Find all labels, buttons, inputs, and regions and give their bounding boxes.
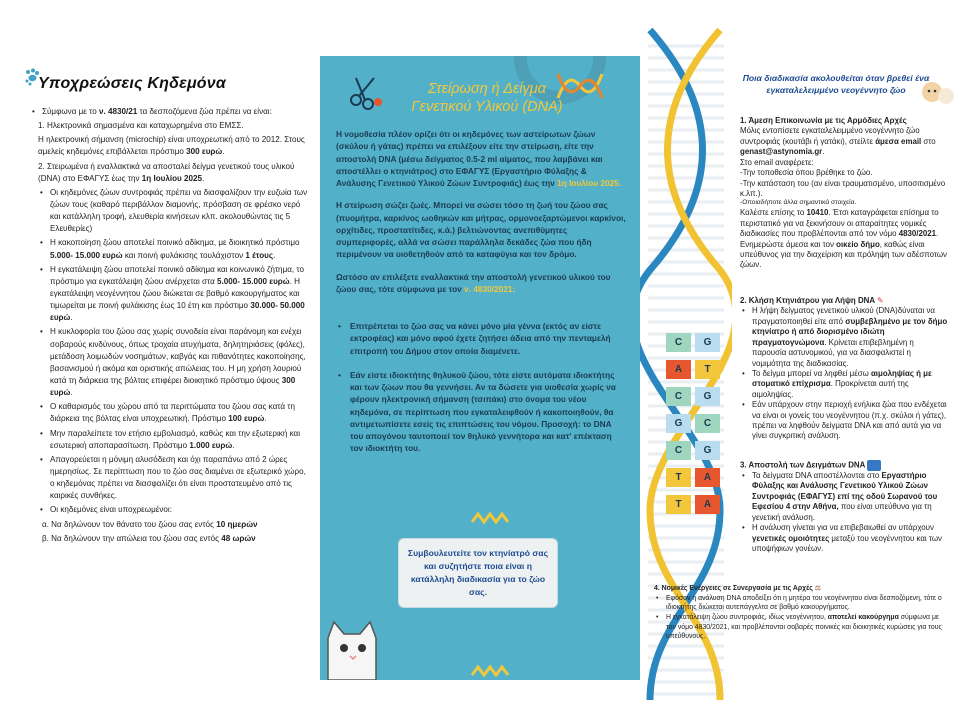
list-item: • Η κυκλοφορία του ζώου σας χωρίς συνοδεία είναι παράνομη και ενέχει σοβαρούς κινδύνους, όπως τροχαία ατυχήματα, δηλητηριάσεις (φόλες), μετάδοση λοιμωδών νοσημάτων, καβγάς και πιθανότητες κακοποίησης, βασανισμού ή ακόμα και οριστικής απώλειας του. Η μη χρήση λουριού κατά τη διάρκεια της βόλτας επιφέρει διοικητικό πρόστιμο ύψους 300 ευρώ. (40, 327, 306, 398)
procedure-title: Ποια διαδικασία ακολουθείται όταν βρεθεί ένα εγκαταλελειμμένο νεογέννητο ζώο (742, 73, 930, 96)
list-item: • Ο καθαρισμός του χώρου από τα περιττώματα του ζώου σας κατά τη διάρκεια της βόλτας είναι υποχρεωτική. Πρόστιμο 100 ευρώ. (40, 402, 295, 424)
list-item: • Η εγκατάλειψη ζώου συντροφιάς, ιδίως νεογέννητου, αποτελεί κακούργημα σύμφωνα με τον νόμο 4830/2021, και προβλέπονται σοβαρές ποινικές και διοικητικές κυρώσεις για τους υπεύθυνους. (656, 613, 942, 641)
sterilization-panel (320, 56, 640, 680)
list-item: • Οι κηδεμόνες ζώων συντροφιάς πρέπει να διασφαλίζουν την ευζωία των ζώων τους (καθαρό περιβάλλον διαμονής, πρόσβαση σε φρέσκο νερό και κατάλληλη τροφή, ελευθερία κινήσεων κλπ. ακολουθώντας τις 5 Ελευθερίες) (40, 187, 308, 234)
syringe-icon: ✎ (876, 296, 884, 305)
zigzag-icon (470, 664, 510, 678)
base-letter: G (695, 441, 720, 460)
base-letter: T (666, 468, 691, 487)
consult-vet-box: Συμβουλευτείτε τον κτηνίατρό σας και συζητήστε ποια είναι η κατάλληλη διαδικασία για το ζώο σας. (398, 538, 558, 608)
base-letter: C (666, 441, 691, 460)
abandoned-newborn-column (640, 60, 960, 660)
list-item: • Εφόσον η ανάλυση DNA αποδείξει ότι η μητέρα του νεογέννητου είναι δεσποζόμενη, τότε ο ιδιοκτήτης διώκεται αυτεπάγγελτα σε βαθμό κακουργήματος. (656, 594, 942, 612)
base-letter: T (666, 495, 691, 514)
section-vet: 2. Κλήση Κτηνιάτρου για Λήψη DNA ✎ • Η λήψη δείγματος γενετικού υλικού (DNA)δύναται να πραγματοποιηθεί είτε από συμβεβλημένο με τον δήμο κτηνίατρο ή από διορισμένο ιδιώτη πραγματογνώμονα. Κρίνεται επιβεβλημένη η παρουσία αστυνομικού, για να διασφαλιστεί η νομιμότητα της διαδικασίας. • Το δείγμα μπορεί να ληφθεί μέσω αιμοληψίας ή με στοματικό επίχρισμα. Προκρίνεται αυτή της αιμοληψίας. • Εάν υπάρχουν στην περιοχή ενήλικα ζώα που ενδέχεται να είναι οι γονείς του νεογέννητου (π.χ. σκύλοι ή γάτες), πρέπει να ληφθούν δείγματα DNA και από αυτά για να γίνει συγκριτική ανάλυση. (740, 296, 950, 442)
gavel-icon: ⚖ (814, 585, 821, 592)
list-item: • Σύμφωνα με το ν. 4830/21 τα δεσποζόμενα ζώα πρέπει να είναι: (32, 107, 272, 116)
list-item: • Επιτρέπεται το ζώο σας να κάνει μόνο μία γέννα (εκτός αν είστε εκτροφέας) και μόνο αφού έχετε ζητήσει άδεια από την πενταμελή επιτροπή του Δήμου στον οποία διαμένετε. (338, 321, 611, 356)
list-item: • Η ανάλυση γίνεται για να επιβεβαιωθεί αν υπάρχουν γενετικές ομοιότητες μεταξύ του νεογέννητου και των υποψήφιων γονέων. (742, 523, 942, 553)
list-item: • Εάν είστε ιδιοκτήτης θηλυκού ζώου, τότε είστε αυτόματα ιδιοκτήτης και των ζώων που θα γεννήσει. Αν τα δώσετε για υιοθεσία χωρίς να φέρουν ηλεκτρονική σήμανση (τσιπάκι) στο όνομα του νέου κηδεμόνα, σε περίπτωση που εγκαταλειφθούν ή κακοποιηθούν, θα αντιμετωπίσετε εσείς τις επιπτώσεις του νόμου. Προσοχή: το DNA του απογόνου ταυτοποιεί τον θηλυκό γεννήτορα και κατ' επέκταση τον ιδιοκτήτη του. (338, 369, 616, 454)
medical-kit-icon (867, 460, 881, 471)
base-letter: A (695, 468, 720, 487)
dna-rules-list (336, 320, 626, 467)
section-send-samples: 3. Αποστολή των Δειγμάτων DNA • Τα δείγματα DNA αποστέλλονται στο Εργαστήριο Φύλαξης και Ανάλυσης Γενετικού Υλικού Ζώων Συντροφιάς (ΕΦΑΓΥΣ) επί της οδού Σωρανού του Εφεσίου 4 στην Αθήνα, που είναι υπεύθυνο για τη γενετική ανάλυση. • Η ανάλυση γίνεται για να επιβεβαιωθεί αν υπάρχουν γενετικές ομοιότητες μεταξύ του νεογέννητου και των υποψήφιων γονέων. (740, 460, 950, 554)
list-item: 2. Στειρωμένα ή εναλλακτικά να αποσταλεί δείγμα γενετικού τους υλικού (DNA) στο ΕΦΑΓΥΣ έως την 1η Ιουλίου 2025. (38, 161, 295, 183)
list-item: β. Να δηλώνουν την απώλεια του ζώου σας εντός 48 ωρών (42, 533, 256, 543)
base-letter: G (695, 333, 720, 352)
base-letter: C (695, 414, 720, 433)
section-contact: 1. Άμεση Επικοινωνία με τις Αρμόδιες Αρχές Μόλις εντοπίσετε εγκαταλελειμμένο νεογέννητο ζώο συντροφιάς (κουτάβι ή γατάκι), στείλτε άμεσα email στο genast@astynomia.gr. Στο email αναφέρετε: -Την τοποθεσία όπου βρέθηκε το ζώο. -Την κατάσταση του (αν είναι τραυματισμένο, υποσιτισμένο κ.λπ.). -Οποιαδήποτε άλλα σημαντικά στοιχεία. Καλέστε επίσης το 10410. Έτσι καταγράφεται επίσημα το περιστατικό για να ξεκινήσουν οι απαραίτητες νομικές διαδικασίες που προβλέπονται από τον νόμο 4830/2021. Ενημερώστε άμεσα και τον οικείο δήμο, καθώς είναι υπεύθυνος για την διαχείριση και πρόληψη των αδέσποτων ζώων. (740, 116, 947, 270)
cat-illustration (320, 616, 390, 680)
list-item: • Η εγκατάλειψη ζώου αποτελεί ποινικό αδίκημα και κοινωνικό ζήτημα, το πρόστιμο για εγκατάλειψη ζώου ανέρχεται στα 5.000- 15.000 ευρώ. Η εγκατάλειψη νεογέννητου ζώου διώκεται σε βαθμό κακουργήματος και τιμωρείται με ποινή φυλάκισης έως 10 έτη και πρόστιμο 30.000- 50.000 ευρώ. (40, 264, 305, 323)
base-letter: T (695, 360, 720, 379)
list-item: α. Να δηλώνουν τον θάνατο του ζώου σας εντός 10 ημερών (42, 519, 258, 529)
base-letter: A (666, 360, 691, 379)
list-item: • Απαγορεύεται η μόνιμη αλυσόδεση και όχι παραπάνω από 2 ώρες ημερησίως. Σε περίπτωση που το ζώο σας διαμένει σε εξωτερικό χώρο, ο κηδεμόνας πρέπει να διασφαλίζει ότι είναι προστατευμένο από τις καιρικές συνθήκες. (40, 454, 306, 501)
base-letter: C (666, 333, 691, 352)
list-item: • Εάν υπάρχουν στην περιοχή ενήλικα ζώα που ενδέχεται να είναι οι γονείς του νεογέννητου (π.χ. σκύλοι ή γάτες), πρέπει να ληφθούν δείγματα DNA και από αυτά για να γίνει συγκριτική ανάλυση. (742, 400, 947, 441)
base-letter: A (695, 495, 720, 514)
list-item: 1. Ηλεκτρονικά σημασμένα και καταχωρημένα στο ΕΜΣΣ. (38, 121, 244, 131)
obligations-list (30, 106, 312, 547)
sterilization-text: Η νομοθεσία πλέον ορίζει ότι οι κηδεμόνες των αστείρωτων ζώων (σκύλου ή γάτας) πρέπει να επιλέξουν είτε την στείρωση, είτε την αποστολή DNA (μέσω δείγματος 0.5-2 ml αίματος, που λαμβάνει και αποστέλλει ο κτηνιάτρος) στο ΕΦΑΓΥΣ (Εργαστήριο Φύλαξης & Ανάλυσης Γενετικού Υλικού Ζώων Συντροφιάς) έως την 1η Ιουλίου 2025. Η στείρωση σώζει ζωές. Μπορεί να σώσει τόσο τη ζωή του ζώου σας (πυομήτρα, καρκίνος ωοθηκών και μήτρας, ορμονοεξαρτώμενοι καρκίνοι, ορχίτιδες, προστατίτιδες, κ.ά.) βελτιώνοντας ανεπιθύμητες συμπεριφορές, αλλά να σώσει παράλληλα δεκάδες ζώα που ήδη περιμένουν να υιοθετηθούν από τα καταφύγια και τον δρόμο. Ωστόσο αν επιλέξετε εναλλακτικά την αποστολή γενετικού υλικού του ζώου σας, τότε σύμφωνα με τον ν. 4830/2021: (336, 129, 626, 294)
list-item: • Η κακοποίηση ζώου αποτελεί ποινικό αδίκημα, με διοικητικό πρόστιμο 5.000- 15.000 ευρώ και ποινή φυλάκισης τουλάχιστον 1 έτους. (40, 238, 300, 260)
list-item: Η ηλεκτρονική σήμανση (microchip) είναι υποχρεωτική από το 2012. Στους αμελείς κηδεμόνες επιβάλλεται πρόστιμο 300 ευρώ. (38, 135, 305, 157)
obligations-title: Υποχρεώσεις Κηδεμόνα (38, 75, 226, 92)
obligations-column (0, 60, 320, 660)
zigzag-icon (470, 510, 510, 526)
list-item: • Η λήψη δείγματος γενετικού υλικού (DNA)δύναται να πραγματοποιηθεί είτε από συμβεβλημένο με τον δήμο κτηνίατρο ή από διορισμένο ιδιώτη πραγματογνώμονα. Κρίνεται επιβεβλημένη η παρουσία αστυνομικού, για να διασφαλιστεί η νομιμότητα της διαδικασίας. (742, 306, 948, 368)
list-item: • Τα δείγματα DNA αποστέλλονται στο Εργαστήριο Φύλαξης και Ανάλυσης Γενετικού Υλικού Ζώων Συντροφιάς (ΕΦΑΓΥΣ) επί της οδού Σωρανού του Εφεσίου 4 στην Αθήνα, που είναι υπεύθυνο για τη γενετική ανάλυση. (742, 471, 938, 522)
section-legal: 4. Νομικές Ενέργειες σε Συνεργασία με τις Αρχές ⚖ • Εφόσον η ανάλυση DNA αποδείξει ότι η μητέρα του νεογέννητου είναι δεσποζόμενη, τότε ο ιδιοκτήτης διώκεται αυτεπάγγελτα σε βαθμό κακουργήματος. • Η εγκατάλειψη ζώου συντροφιάς, ιδίως νεογέννητου, αποτελεί κακούργημα σύμφωνα με τον νόμο 4830/2021, και προβλέπονται σοβαρές ποινικές και διοικητικές κυρώσεις για τους υπεύθυνους. (654, 584, 950, 642)
list-item: • Μην παραλείπετε τον ετήσιο εμβολιασμό, καθώς και την εξωτερική και εσωτερική αποπαρασίτωση. Πρόστιμο 1.000 ευρώ. (40, 428, 300, 450)
puppy-kitten-icon (920, 76, 956, 110)
base-letter: G (666, 414, 691, 433)
list-item: • Το δείγμα μπορεί να ληφθεί μέσω αιμοληψίας ή με στοματικό επίχρισμα. Προκρίνεται αυτή της αιμοληψίας. (742, 368, 932, 399)
list-item: • Οι κηδεμόνες είναι υποχρεωμένοι: (40, 505, 172, 515)
sterilization-title: Στείρωση ή Δείγμα Γενετικού Υλικού (DNA) (411, 81, 563, 116)
base-letter: G (695, 387, 720, 406)
base-letter: C (666, 387, 691, 406)
